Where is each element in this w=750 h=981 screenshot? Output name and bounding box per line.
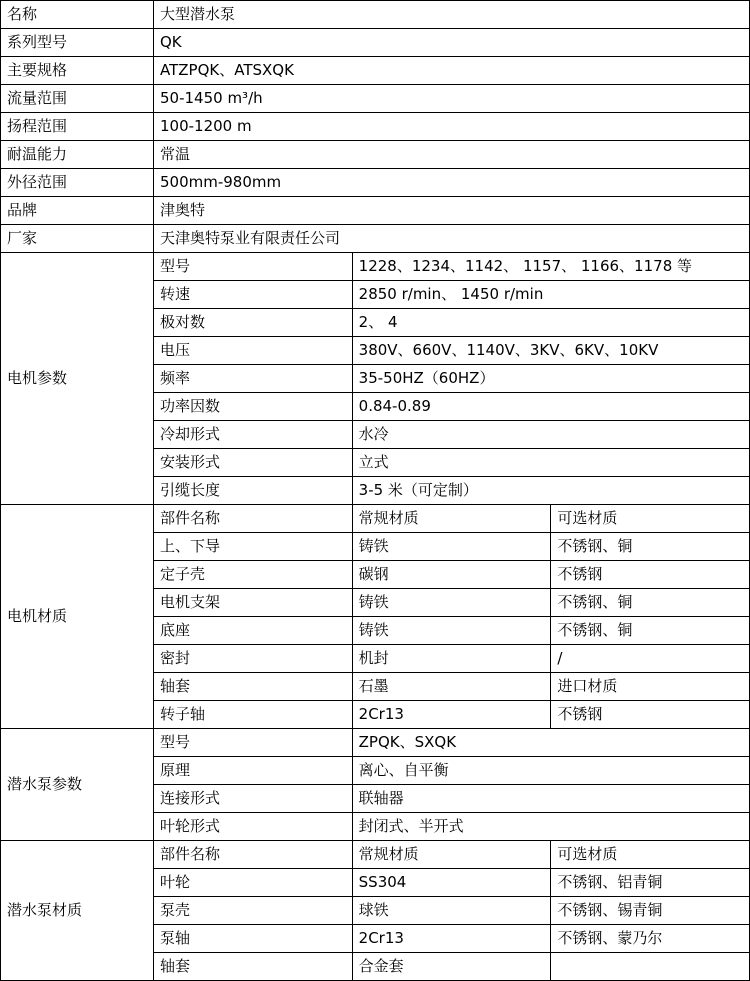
spec-label: 系列型号	[1, 29, 154, 57]
row-label: 冷却形式	[154, 421, 353, 449]
spec-value: QK	[154, 29, 750, 57]
row-value: 3-5 米（可定制）	[352, 477, 749, 505]
row-value: 1228、1234、1142、 1157、 1166、1178 等	[352, 253, 749, 281]
row-label: 定子壳	[154, 561, 353, 589]
row-value-optional: 不锈钢	[551, 561, 750, 589]
spec-value: 津奥特	[154, 197, 750, 225]
row-label: 密封	[154, 645, 353, 673]
row-value-standard: 合金套	[352, 953, 551, 981]
table-row	[1, 253, 750, 281]
row-value-optional: 不锈钢	[551, 701, 750, 729]
row-label: 极对数	[154, 309, 353, 337]
row-value-standard: 常规材质	[352, 841, 551, 869]
table-row	[1, 85, 750, 113]
row-value-optional	[551, 953, 750, 981]
table-body	[1, 1, 750, 981]
group-label: 潜水泵材质	[1, 841, 154, 981]
table-row	[1, 141, 750, 169]
row-value-optional: 可选材质	[551, 841, 750, 869]
row-label: 底座	[154, 617, 353, 645]
table-row	[1, 57, 750, 85]
spec-label: 流量范围	[1, 85, 154, 113]
row-label: 型号	[154, 253, 353, 281]
row-label: 泵轴	[154, 925, 353, 953]
row-value-standard: 石墨	[352, 673, 551, 701]
row-label: 泵壳	[154, 897, 353, 925]
row-value: 立式	[352, 449, 749, 477]
row-label: 原理	[154, 757, 353, 785]
spec-label: 品牌	[1, 197, 154, 225]
row-label: 安装形式	[154, 449, 353, 477]
row-value-standard: 机封	[352, 645, 551, 673]
spec-label: 扬程范围	[1, 113, 154, 141]
row-value-optional: 不锈钢、铜	[551, 589, 750, 617]
row-label: 型号	[154, 729, 353, 757]
row-label: 电压	[154, 337, 353, 365]
row-label: 上、下导	[154, 533, 353, 561]
table-row	[1, 729, 750, 757]
row-label: 轴套	[154, 953, 353, 981]
spec-label: 厂家	[1, 225, 154, 253]
group-label: 潜水泵参数	[1, 729, 154, 841]
row-label: 连接形式	[154, 785, 353, 813]
row-value: ZPQK、SXQK	[352, 729, 749, 757]
spec-value: 天津奥特泵业有限责任公司	[154, 225, 750, 253]
spec-value: 500mm-980mm	[154, 169, 750, 197]
row-label: 引缆长度	[154, 477, 353, 505]
group-label: 电机材质	[1, 505, 154, 729]
row-value: 水冷	[352, 421, 749, 449]
table-row	[1, 113, 750, 141]
table-row	[1, 841, 750, 869]
row-value-optional: 不锈钢、铜	[551, 533, 750, 561]
spec-label: 外径范围	[1, 169, 154, 197]
spec-value: 50-1450 m³/h	[154, 85, 750, 113]
row-value-standard: 常规材质	[352, 505, 551, 533]
row-value: 35-50HZ（60HZ）	[352, 365, 749, 393]
row-value-standard: 铸铁	[352, 589, 551, 617]
row-label: 电机支架	[154, 589, 353, 617]
row-value-optional: 可选材质	[551, 505, 750, 533]
row-value-standard: 铸铁	[352, 533, 551, 561]
group-label: 电机参数	[1, 253, 154, 505]
row-label: 叶轮	[154, 869, 353, 897]
row-value-standard: 铸铁	[352, 617, 551, 645]
row-value: 离心、自平衡	[352, 757, 749, 785]
row-value-optional: 进口材质	[551, 673, 750, 701]
row-value-optional: 不锈钢、铝青铜	[551, 869, 750, 897]
row-label: 转子轴	[154, 701, 353, 729]
table-row	[1, 505, 750, 533]
table-row	[1, 197, 750, 225]
spec-value: 常温	[154, 141, 750, 169]
spec-label: 耐温能力	[1, 141, 154, 169]
spec-label: 名称	[1, 1, 154, 29]
table-row	[1, 1, 750, 29]
row-value-standard: 2Cr13	[352, 701, 551, 729]
row-value-standard: 球铁	[352, 897, 551, 925]
row-value-standard: 碳钢	[352, 561, 551, 589]
row-value: 联轴器	[352, 785, 749, 813]
spec-value: 大型潜水泵	[154, 1, 750, 29]
row-label: 部件名称	[154, 841, 353, 869]
row-value-optional: /	[551, 645, 750, 673]
row-value-optional: 不锈钢、蒙乃尔	[551, 925, 750, 953]
table-row	[1, 225, 750, 253]
row-value-standard: 2Cr13	[352, 925, 551, 953]
row-value: 封闭式、半开式	[352, 813, 749, 841]
row-label: 频率	[154, 365, 353, 393]
row-label: 转速	[154, 281, 353, 309]
row-value-optional: 不锈钢、铜	[551, 617, 750, 645]
spec-label: 主要规格	[1, 57, 154, 85]
row-value-optional: 不锈钢、锡青铜	[551, 897, 750, 925]
table-row	[1, 29, 750, 57]
spec-value: 100-1200 m	[154, 113, 750, 141]
row-value: 0.84-0.89	[352, 393, 749, 421]
row-label: 轴套	[154, 673, 353, 701]
row-value: 2、 4	[352, 309, 749, 337]
row-label: 部件名称	[154, 505, 353, 533]
row-value: 380V、660V、1140V、3KV、6KV、10KV	[352, 337, 749, 365]
spec-value: ATZPQK、ATSXQK	[154, 57, 750, 85]
row-label: 叶轮形式	[154, 813, 353, 841]
row-label: 功率因数	[154, 393, 353, 421]
table-row	[1, 169, 750, 197]
row-value-standard: SS304	[352, 869, 551, 897]
row-value: 2850 r/min、 1450 r/min	[352, 281, 749, 309]
